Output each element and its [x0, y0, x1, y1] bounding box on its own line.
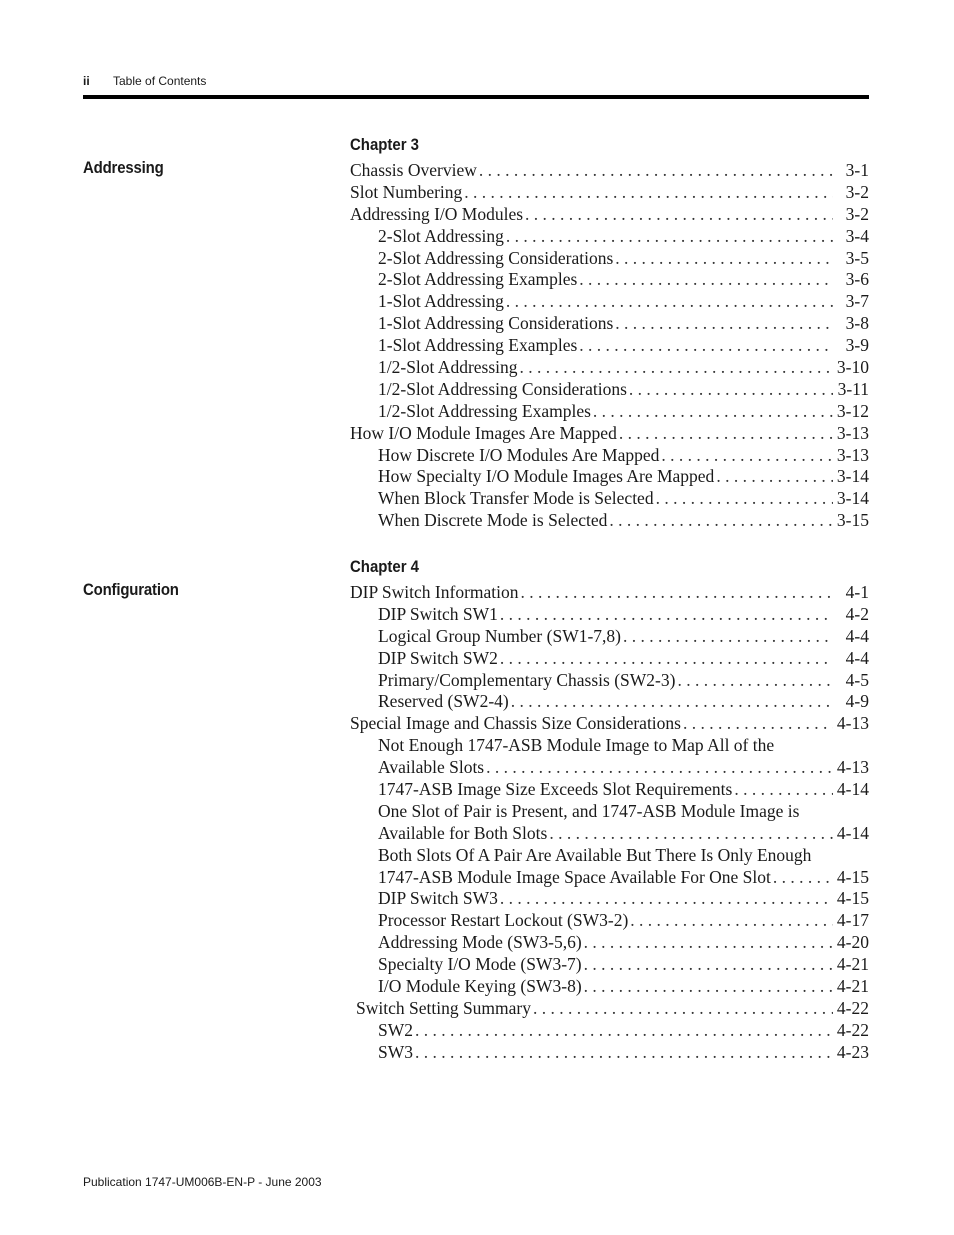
toc-entry-page: 4-22: [836, 997, 869, 1018]
toc-entry[interactable]: [350, 1042, 869, 1064]
dot-leader: [732, 779, 833, 801]
dot-leader: [547, 823, 833, 845]
toc-entry-page: 4-22: [836, 1019, 869, 1040]
dot-leader: [498, 604, 833, 626]
toc-entry-page: 3-10: [836, 357, 869, 378]
dot-leader: [477, 160, 833, 182]
toc-entry-page: 3-9: [845, 335, 869, 356]
toc-entry-page: 3-11: [837, 378, 869, 399]
toc-entry-title: SW2: [378, 1019, 413, 1040]
toc-entry[interactable]: [350, 291, 869, 313]
toc-entry[interactable]: [350, 910, 869, 932]
toc-entry-title: How Specialty I/O Module Images Are Mapped: [378, 466, 715, 487]
dot-leader: [484, 757, 833, 779]
toc-entry-page: 4-5: [845, 669, 869, 690]
toc-entry[interactable]: [350, 423, 869, 445]
toc-entry-page: 4-15: [836, 866, 869, 887]
toc-entry[interactable]: [350, 648, 869, 670]
toc-entry-title: When Discrete Mode is Selected: [378, 510, 608, 531]
publication-footer: Publication 1747-UM006B-EN-P - June 2003: [83, 1175, 322, 1189]
toc-entry-title: Processor Restart Lockout (SW3-2): [378, 910, 629, 931]
toc-entry[interactable]: [350, 823, 869, 845]
toc-entry[interactable]: [350, 626, 869, 648]
dot-leader: [771, 867, 833, 889]
toc-entry-title: Switch Setting Summary: [356, 997, 531, 1018]
toc-entry-title: Both Slots Of A Pair Are Available But There Is Only Enough: [378, 844, 812, 865]
toc-entry[interactable]: [350, 357, 869, 379]
toc-entry-title: One Slot of Pair is Present, and 1747-ASB Module Image is: [378, 800, 800, 821]
toc-entry-title: 1/2-Slot Addressing Examples: [378, 400, 591, 421]
toc-entry[interactable]: [350, 757, 869, 779]
dot-leader: [577, 269, 833, 291]
toc-entry-page: 4-13: [836, 757, 869, 778]
header-rule: [83, 95, 869, 99]
toc-entry-title: Special Image and Chassis Size Considerations: [350, 713, 681, 734]
toc-entry[interactable]: [350, 888, 869, 910]
dot-leader: [627, 379, 833, 401]
toc-entry-title: Reserved (SW2-4): [378, 691, 509, 712]
toc-entry-title: 2-Slot Addressing Examples: [378, 269, 578, 290]
toc-entry-title: Available for Both Slots: [378, 822, 548, 843]
toc-entry-page: 4-21: [836, 976, 869, 997]
toc-entry[interactable]: [350, 445, 869, 467]
section-title-addressing: Addressing: [83, 158, 164, 177]
toc-entry-page: 4-14: [836, 779, 869, 800]
dot-leader: [413, 1042, 833, 1064]
toc-entry-page: 3-5: [845, 247, 869, 268]
dot-leader: [659, 445, 833, 467]
toc-entry[interactable]: [350, 604, 869, 626]
toc-entry-page: 3-15: [836, 510, 869, 531]
toc-entry-page: 4-14: [836, 822, 869, 843]
toc-entry-page: 3-13: [836, 422, 869, 443]
toc-entry-title: 1-Slot Addressing Considerations: [378, 313, 614, 334]
dot-leader: [714, 466, 833, 488]
dot-leader: [518, 357, 833, 379]
dot-leader: [617, 423, 833, 445]
toc-chapter-4: [350, 582, 869, 1064]
toc-entry-page: 3-12: [836, 400, 869, 421]
toc-entry-page: 3-14: [836, 466, 869, 487]
dot-leader: [509, 691, 833, 713]
toc-entry[interactable]: [350, 466, 869, 488]
toc-entry-page: 3-2: [845, 181, 869, 202]
toc-entry[interactable]: [350, 779, 869, 801]
toc-entry[interactable]: [350, 691, 869, 713]
toc-entry[interactable]: [350, 801, 869, 823]
toc-entry-page: 4-17: [836, 910, 869, 931]
toc-entry-page: 3-8: [845, 313, 869, 334]
page-number: ii: [83, 74, 90, 88]
toc-entry[interactable]: [350, 204, 869, 226]
toc-entry-title: How I/O Module Images Are Mapped: [350, 422, 617, 443]
dot-leader: [607, 510, 833, 532]
toc-entry-page: 3-14: [836, 488, 869, 509]
toc-entry[interactable]: [350, 582, 869, 604]
toc-entry[interactable]: [350, 735, 869, 757]
toc-entry[interactable]: [350, 998, 869, 1020]
toc-entry-title: DIP Switch Information: [350, 582, 519, 602]
toc-entry[interactable]: [350, 845, 869, 867]
toc-entry-page: 4-13: [836, 713, 869, 734]
toc-entry-title: Logical Group Number (SW1-7,8): [378, 625, 621, 646]
toc-entry-title: DIP Switch SW1: [378, 603, 498, 624]
chapter-4-heading: Chapter 4: [350, 557, 420, 576]
toc-entry-page: 3-6: [845, 269, 869, 290]
dot-leader: [582, 932, 833, 954]
toc-entry-page: 3-1: [845, 160, 869, 180]
toc-entry-title: Not Enough 1747-ASB Module Image to Map All of the: [378, 735, 775, 756]
toc-entry-title: Addressing I/O Modules: [350, 203, 524, 224]
toc-entry[interactable]: [350, 226, 869, 248]
page-header: [83, 72, 869, 92]
dot-leader: [613, 248, 833, 270]
toc-entry-page: 4-9: [845, 691, 869, 712]
toc-entry-page: 4-21: [836, 954, 869, 975]
toc-entry-page: 4-20: [836, 932, 869, 953]
dot-leader: [628, 910, 833, 932]
dot-leader: [621, 626, 833, 648]
toc-entry[interactable]: [350, 932, 869, 954]
toc-entry[interactable]: [350, 510, 869, 532]
toc-entry-page: 4-4: [845, 625, 869, 646]
toc-entry[interactable]: [350, 670, 869, 692]
toc-entry[interactable]: [350, 1020, 869, 1042]
dot-leader: [582, 976, 833, 998]
dot-leader: [413, 1020, 833, 1042]
toc-entry[interactable]: [350, 976, 869, 998]
toc-entry-title: 2-Slot Addressing: [378, 225, 504, 246]
chapter-3-heading: Chapter 3: [350, 135, 420, 154]
toc-entry-page: 3-4: [845, 225, 869, 246]
toc-entry[interactable]: [350, 401, 869, 423]
toc-entry[interactable]: [350, 335, 869, 357]
dot-leader: [591, 401, 833, 423]
toc-entry-title: 1747-ASB Module Image Space Available For One Slot: [378, 866, 771, 887]
toc-entry[interactable]: [350, 379, 869, 401]
toc-entry-title: SW3: [378, 1041, 413, 1062]
dot-leader: [498, 888, 833, 910]
toc-entry-page: 3-2: [845, 203, 869, 224]
toc-entry-page: 4-15: [836, 888, 869, 909]
toc-entry-page: 4-4: [845, 647, 869, 668]
dot-leader: [654, 488, 833, 510]
toc-chapter-3: [350, 160, 869, 532]
toc-entry-title: Addressing Mode (SW3-5,6): [378, 932, 582, 953]
toc-entry-title: DIP Switch SW2: [378, 647, 498, 668]
dot-leader: [681, 713, 833, 735]
dot-leader: [504, 226, 833, 248]
toc-entry-title: When Block Transfer Mode is Selected: [378, 488, 654, 509]
toc-entry-title: 1747-ASB Image Size Exceeds Slot Requirements: [378, 779, 733, 800]
toc-entry[interactable]: [350, 313, 869, 335]
toc-entry-title: 1-Slot Addressing: [378, 291, 504, 312]
toc-entry-title: 1-Slot Addressing Examples: [378, 335, 578, 356]
toc-entry-title: Slot Numbering: [350, 181, 463, 202]
toc-entry-title: 1/2-Slot Addressing: [378, 357, 518, 378]
toc-entry-title: How Discrete I/O Modules Are Mapped: [378, 444, 660, 465]
toc-entry[interactable]: [350, 269, 869, 291]
toc-entry[interactable]: [350, 160, 869, 182]
toc-entry[interactable]: [350, 182, 869, 204]
dot-leader: [519, 582, 834, 604]
toc-entry-page: 3-7: [845, 291, 869, 312]
toc-entry-page: 4-23: [836, 1041, 869, 1062]
dot-leader: [531, 998, 833, 1020]
toc-entry-title: Specialty I/O Mode (SW3-7): [378, 954, 582, 975]
toc-entry-title: 2-Slot Addressing Considerations: [378, 247, 614, 268]
dot-leader: [498, 648, 833, 670]
dot-leader: [582, 954, 833, 976]
dot-leader: [675, 670, 833, 692]
toc-entry-title: Chassis Overview: [350, 160, 477, 180]
dot-leader: [462, 182, 833, 204]
toc-entry-page: 4-1: [845, 582, 869, 602]
toc-entry-page: 4-2: [845, 603, 869, 624]
toc-entry-title: DIP Switch SW3: [378, 888, 498, 909]
dot-leader: [577, 335, 833, 357]
dot-leader: [504, 291, 833, 313]
dot-leader: [613, 313, 833, 335]
dot-leader: [523, 204, 833, 226]
header-title: Table of Contents: [113, 74, 207, 88]
toc-entry-title: Available Slots: [378, 757, 485, 778]
toc-entry-page: 3-13: [836, 444, 869, 465]
toc-entry-title: I/O Module Keying (SW3-8): [378, 976, 582, 997]
toc-entry-title: 1/2-Slot Addressing Considerations: [378, 378, 627, 399]
toc-entry-title: Primary/Complementary Chassis (SW2-3): [378, 669, 676, 690]
section-title-configuration: Configuration: [83, 580, 179, 599]
toc-entry[interactable]: [350, 713, 869, 735]
toc-entry[interactable]: [350, 867, 869, 889]
toc-entry[interactable]: [350, 248, 869, 270]
toc-entry[interactable]: [350, 488, 869, 510]
toc-entry[interactable]: [350, 954, 869, 976]
